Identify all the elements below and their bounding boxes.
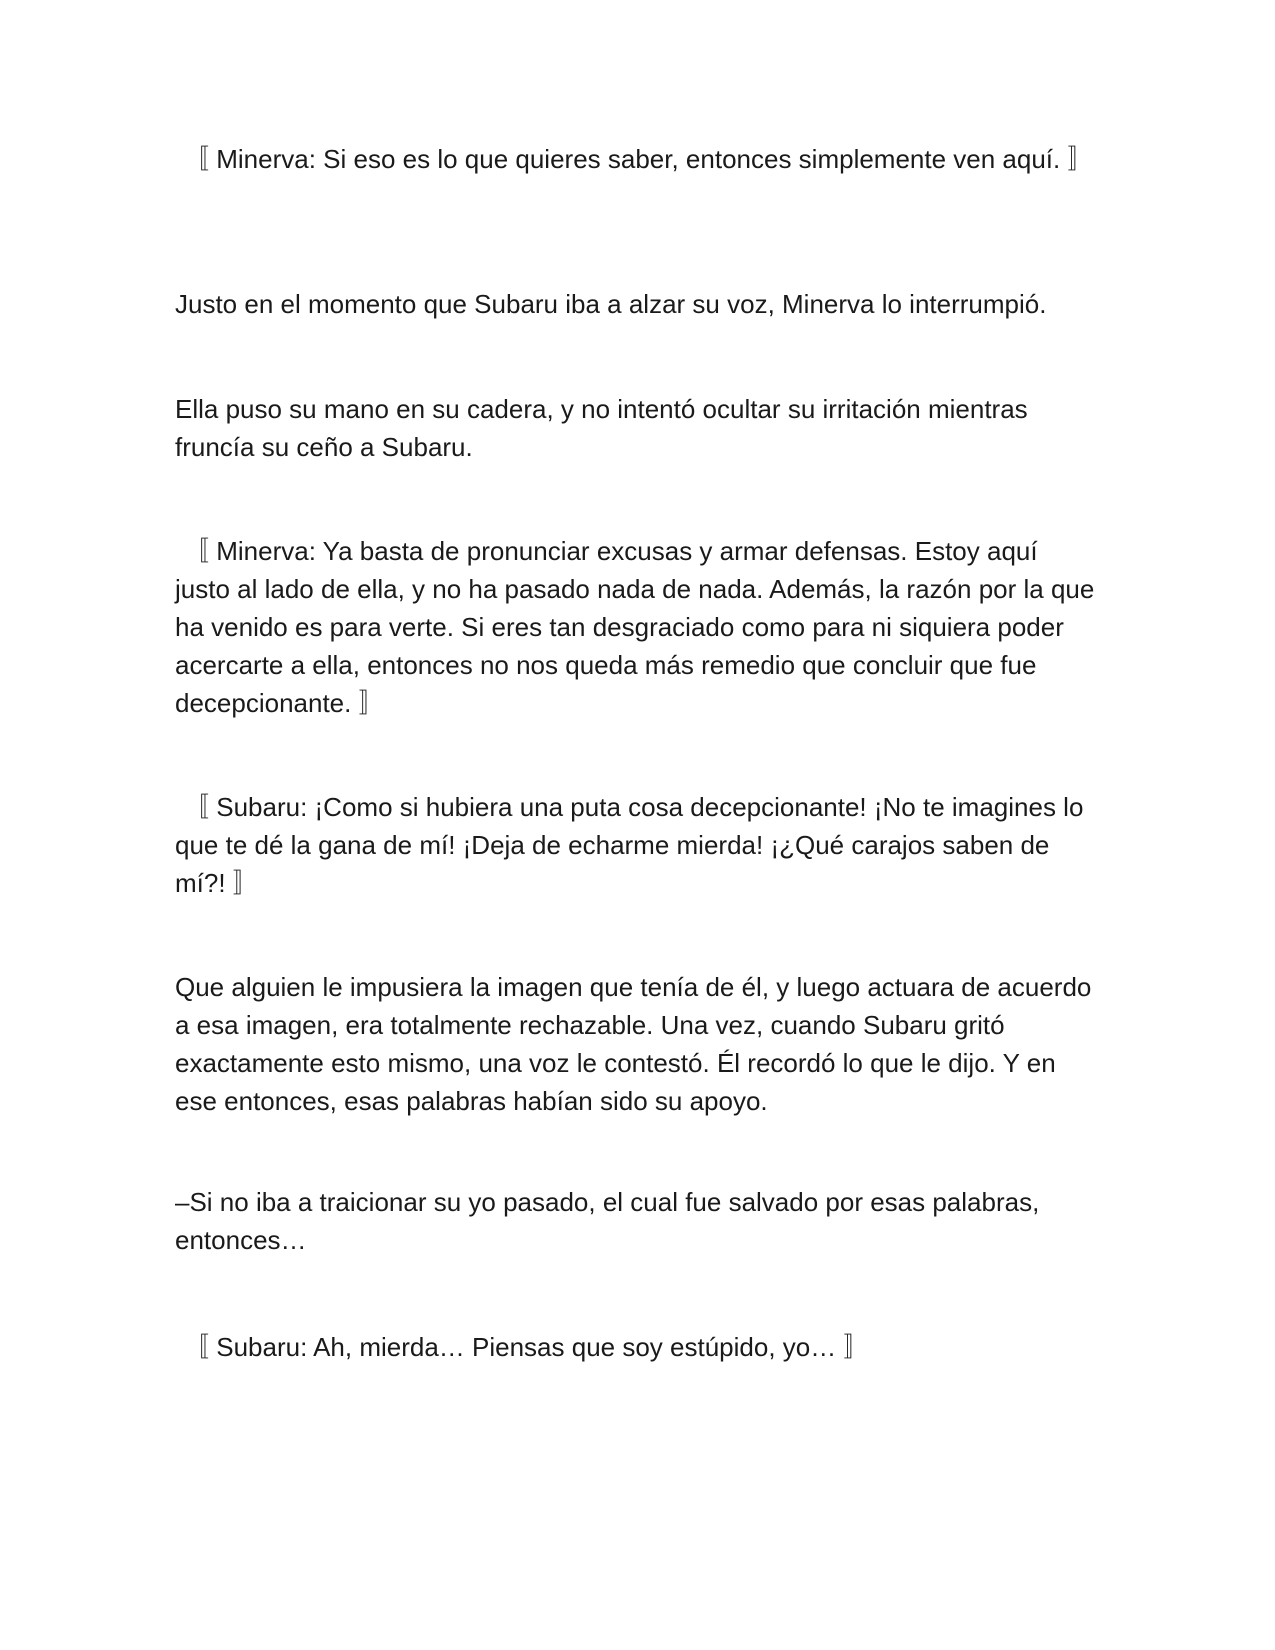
paragraph-narration-interrupcion: Justo en el momento que Subaru iba a alzar su voz, Minerva lo interrumpió.: [175, 289, 1047, 319]
paragraph-subaru-decepcionante: 〚 Subaru: ¡Como si hubiera una puta cosa decepcionante! ¡No te imagines lo que te dé la gana de mí! ¡Deja de echarme mierda! ¡¿Qué carajos saben de mí?! 〛: [175, 792, 1084, 898]
paragraph-subaru-estupido: 〚 Subaru: Ah, mierda… Piensas que soy estúpido, yo… 〛: [183, 1332, 870, 1362]
paragraph-minerva-excusas: 〚 Minerva: Ya basta de pronunciar excusas y armar defensas. Estoy aquí justo al lado de ella, y no ha pasado nada de nada. Además, la razón por la que ha venido es para verte. Si eres tan desgraciado como para ni siquiera poder acercarte a ella, entonces no nos queda más remedio que concluir que fue decepcionante. 〛: [175, 536, 1095, 718]
paragraph-narration-imagen: Que alguien le impusiera la imagen que tenía de él, y luego actuara de acuerdo a esa imagen, era totalmente rechazable. Una vez, cuando Subaru gritó exactamente esto mismo, una voz le contestó. Él recordó lo que le dijo. Y en ese entonces, esas palabras habían sido su apoyo.: [175, 972, 1092, 1116]
paragraph-narration-irritacion: Ella puso su mano en su cadera, y no intentó ocultar su irritación mientras fruncía su ceño a Subaru.: [175, 394, 1028, 462]
paragraph-narration-traicionar: –Si no iba a traicionar su yo pasado, el cual fue salvado por esas palabras, entonces…: [175, 1187, 1040, 1255]
paragraph-minerva-ven-aqui: 〚 Minerva: Si eso es lo que quieres saber, entonces simplemente ven aquí. 〛: [183, 144, 1094, 174]
